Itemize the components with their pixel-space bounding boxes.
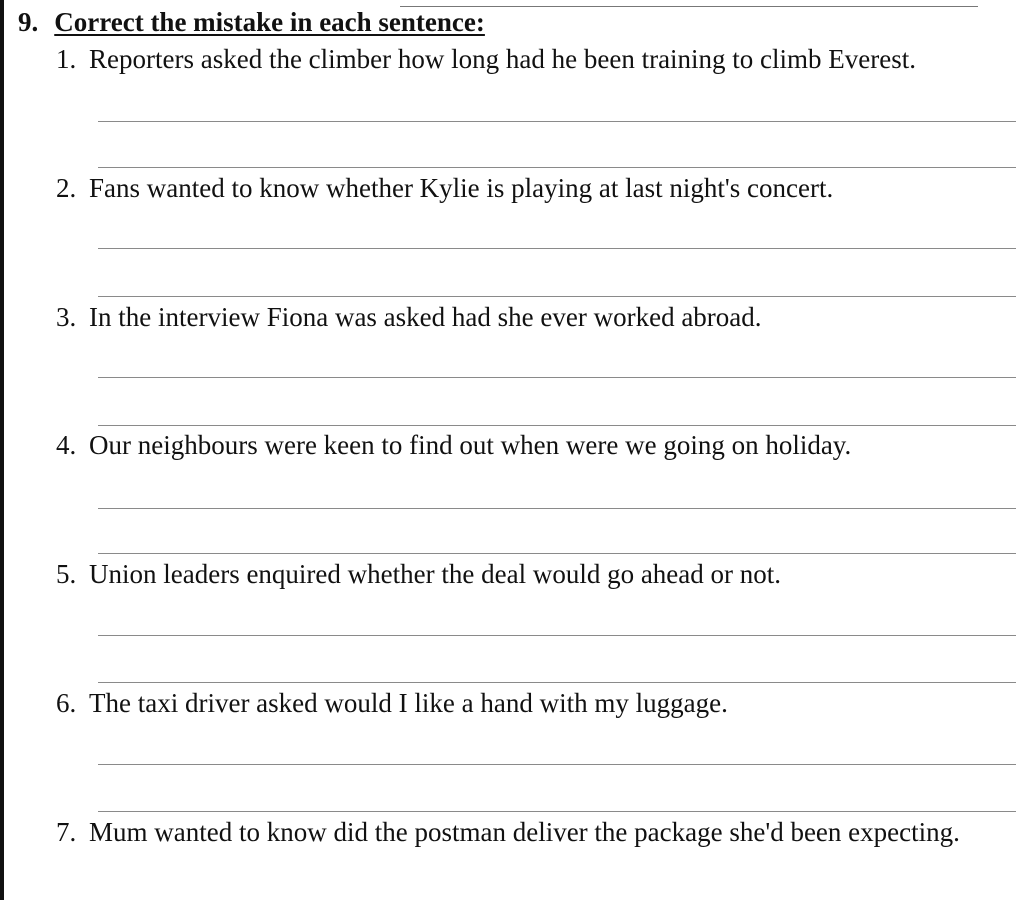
answer-line-2a[interactable] xyxy=(98,248,1016,249)
sentence-number: 4. xyxy=(56,430,77,460)
answer-line-5b[interactable] xyxy=(98,682,1016,683)
answer-line-6a[interactable] xyxy=(98,764,1016,765)
sentence-text: Mum wanted to know did the postman deliver the package she'd been expecting. xyxy=(89,817,960,847)
top-rule xyxy=(400,6,978,7)
answer-line-3a[interactable] xyxy=(98,377,1016,378)
exercise-number: 9. xyxy=(18,7,39,37)
sentence-number: 7. xyxy=(56,817,77,847)
answer-line-6b[interactable] xyxy=(98,811,1016,812)
sentence-text: In the interview Fiona was asked had she ever worked abroad. xyxy=(89,302,762,332)
sentence-3 xyxy=(56,300,1011,334)
sentence-2 xyxy=(56,171,1011,205)
answer-line-5a[interactable] xyxy=(98,635,1016,636)
answer-line-3b[interactable] xyxy=(98,425,1016,426)
sentence-text: Union leaders enquired whether the deal would go ahead or not. xyxy=(89,559,782,589)
answer-line-1a[interactable] xyxy=(98,121,1016,122)
sentence-number: 1. xyxy=(56,44,77,74)
sentence-text: The taxi driver asked would I like a hand with my luggage. xyxy=(89,688,728,718)
sentence-6 xyxy=(56,686,1011,720)
answer-line-1b[interactable] xyxy=(98,167,1016,168)
page-edge-bar xyxy=(0,0,4,900)
sentence-number: 6. xyxy=(56,688,77,718)
sentence-4 xyxy=(56,428,1011,462)
sentence-number: 3. xyxy=(56,302,77,332)
sentence-number: 5. xyxy=(56,559,77,589)
sentence-text: Reporters asked the climber how long had he been training to climb Everest. xyxy=(89,44,917,74)
sentence-text: Fans wanted to know whether Kylie is playing at last night's concert. xyxy=(89,173,834,203)
answer-line-4b[interactable] xyxy=(98,553,1016,554)
sentence-text: Our neighbours were keen to find out when were we going on holiday. xyxy=(89,430,852,460)
sentence-number: 2. xyxy=(56,173,77,203)
sentence-5 xyxy=(56,557,1011,591)
exercise-title: Correct the mistake in each sentence: xyxy=(54,7,485,37)
answer-line-4a[interactable] xyxy=(98,508,1016,509)
sentence-1 xyxy=(56,42,1011,76)
sentence-7 xyxy=(56,815,1011,849)
answer-line-2b[interactable] xyxy=(98,296,1016,297)
exercise-heading xyxy=(18,4,485,40)
